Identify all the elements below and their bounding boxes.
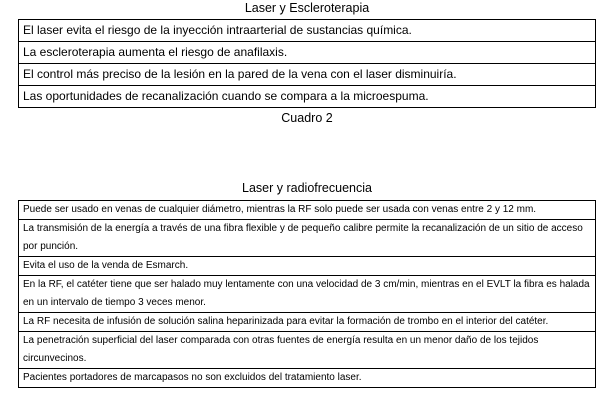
table-row <box>19 64 596 86</box>
table-row <box>19 276 596 313</box>
table-row <box>19 201 596 220</box>
table-cell: Las oportunidades de recanalización cuando se compara a la microespuma. <box>19 86 596 108</box>
table-row <box>19 42 596 64</box>
table-cell: La escleroterapia aumenta el riesgo de anafilaxis. <box>19 42 596 64</box>
table-cell: La transmisión de la energía a través de una fibra flexible y de pequeño calibre permite la recanalización de un sitio de acceso por punción. <box>19 220 596 257</box>
table-row <box>19 369 596 388</box>
table-row <box>19 20 596 42</box>
table-cell: En la RF, el catéter tiene que ser halado muy lentamente con una velocidad de 3 cm/min, mientras en el EVLT la fibra es halada en un intervalo de tiempo 3 veces menor. <box>19 276 596 313</box>
table-cell: La penetración superficial del laser comparada con otras fuentes de energía resulta en un menor daño de los tejidos circunvecinos. <box>19 332 596 369</box>
section-title-laser-radiofrecuencia: Laser y radiofrecuencia <box>242 181 372 195</box>
table-cell: El control más preciso de la lesión en la pared de la vena con el laser disminuiría. <box>19 64 596 86</box>
table-row <box>19 220 596 257</box>
table-cell: El laser evita el riesgo de la inyección intraarterial de sustancias química. <box>19 20 596 42</box>
section-title-laser-escleroterapia: Laser y Escleroterapia <box>244 1 370 15</box>
table-cell: Puede ser usado en venas de cualquier diámetro, mientras la RF solo puede ser usada con venas entre 2 y 12 mm. <box>19 201 596 220</box>
table-row <box>19 257 596 276</box>
table-row <box>19 332 596 369</box>
table-row <box>19 86 596 108</box>
comparison-table-escleroterapia <box>18 19 596 108</box>
table-cell: Evita el uso de la venda de Esmarch. <box>19 257 596 276</box>
table-row <box>19 313 596 332</box>
table-cell: Pacientes portadores de marcapasos no son excluidos del tratamiento laser. <box>19 369 596 388</box>
table-caption: Cuadro 2 <box>281 111 333 125</box>
table-cell: La RF necesita de infusión de solución salina heparinizada para evitar la formación de trombo en el interior del catéter. <box>19 313 596 332</box>
comparison-table-radiofrecuencia <box>18 200 596 388</box>
